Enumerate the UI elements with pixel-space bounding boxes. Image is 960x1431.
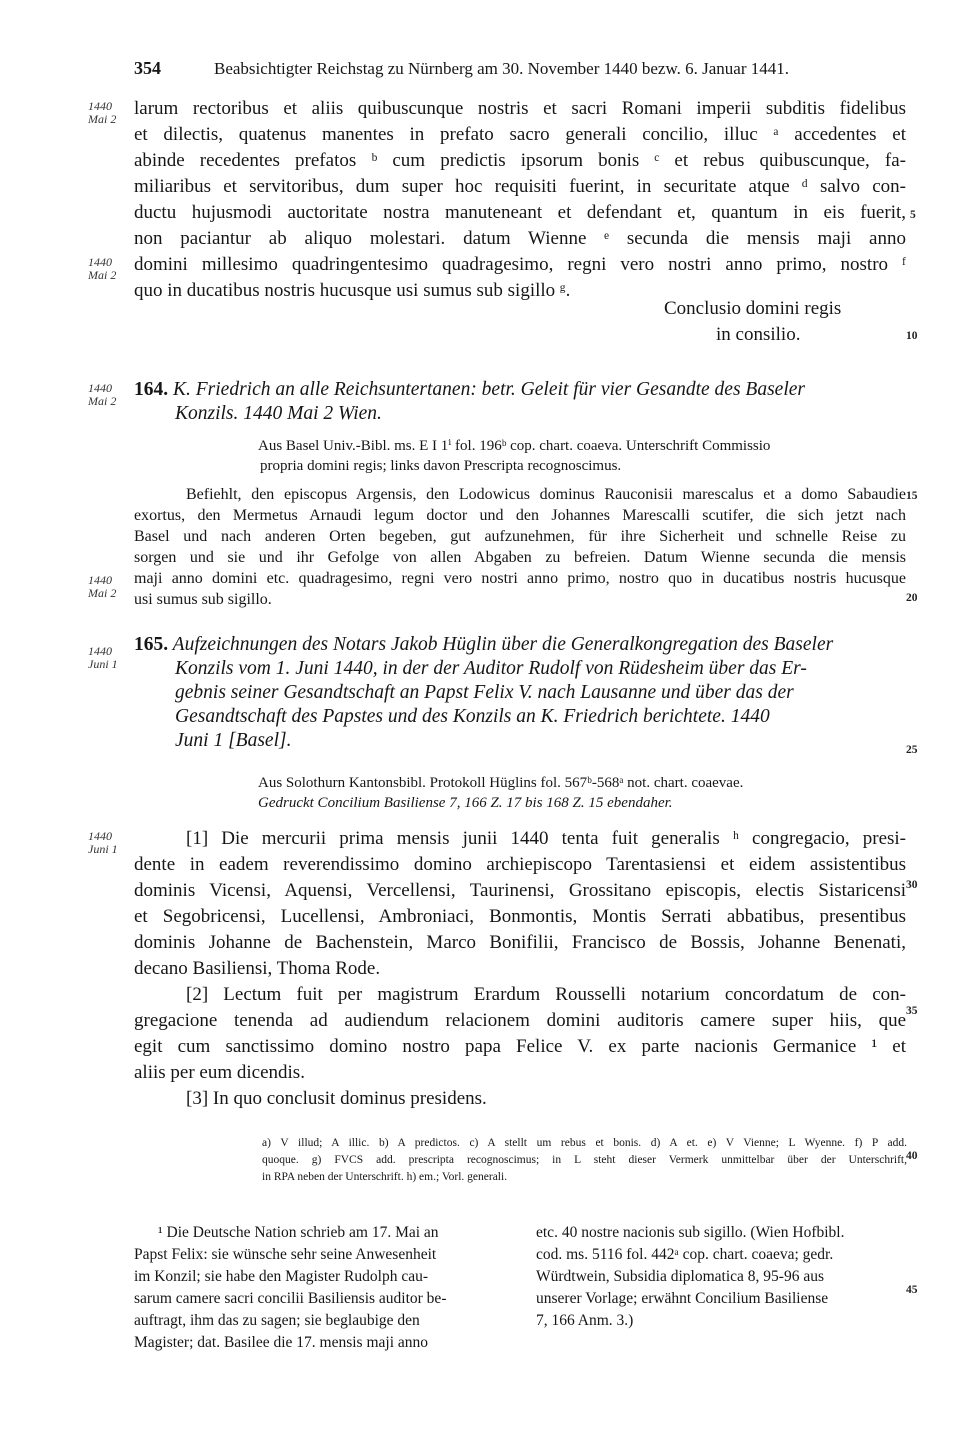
margin-date: 1440 Mai 2 xyxy=(88,573,117,600)
document-title: 164. K. Friedrich an alle Reichsuntertanen: betr. Geleit für vier Gesandte des Baseler Konzils. 1440 Mai 2 Wien. xyxy=(134,379,805,424)
page-number: 354 xyxy=(134,58,161,78)
regest: Befiehlt, den episcopus Argensis, den Lodowicus dominus Rauconisii marescalus et a domo Sabaudie exortus, den Mermetus Arnaudi legum doctor und den Johannes Marescalli scutifer, die sich jetzt nach Basel und nach anderen Orten begeben, gut aufzunehmen, für ihre Sicherheit und schnelle Reise zu sorgen und sie und ihr Gefolge von allen Abgaben zu befreien. Datum Wienne secunda die mensis maji anno domini etc. quadragesimo, regni vero nostri anno primo, nostro quo in ducatibus nostris hucusque usi sumus sub sigillo. xyxy=(134,486,906,608)
continuation-text: larum rectoribus et aliis quibuscunque nostris et sacri Romani imperii subditis fidelibus et dilectis, quatenus manentes in prefato sacro generali concilio, illuc ᵃ accedentes et abinde recedentes prefatos ᵇ cum predictis ipsorum bonis ᶜ et rebus quibuscunque, fa- miliaribus et servitoribus, dum super hoc requisiti fuerint, in securitate atque ᵈ salvo con- ductu hujusmodi auctoritate nostra manuteneant et defendant et, quantum in eis fuerit, non paciantur ab aliquo molestari. datum Wienne ᵉ secunda die mensis maji anno domini millesimo quadringentesimo quadragesimo, regni vero nostri anno primo, nostro ᶠ quo in ducatibus nostris hucusque usi sumus sub sigillo ᵍ. xyxy=(134,98,906,301)
source-note: Aus Solothurn Kantonsbibl. Protokoll Hüglins fol. 567ᵇ-568ᵃ not. chart. coaevae. Gedruckt Concilium Basiliense 7, 166 Z. 17 bis 168 Z. 15 ebendaher. xyxy=(258,775,744,811)
margin-date: 1440 Juni 1 xyxy=(88,829,118,856)
line-number: 40 xyxy=(906,1150,918,1162)
variant-apparatus: a) V illud; A illic. b) A predictos. c) A stellt um rebus et bonis. d) A et. e) V Vienne; L Wyenne. f) P add. quoque. g) FVCS add. prescripta recognoscimus; in L steht dieser Vermerk unmittelbar über der Unterschrift, in RPA neben der Unterschrift. h) em.; Vorl. generali. xyxy=(262,1137,907,1183)
line-number: 45 xyxy=(906,1284,918,1296)
document-title: 165. Aufzeichnungen des Notars Jakob Hüglin über die Generalkongregation des Baseler Konzils vom 1. Juni 1440, in der der Auditor Rudolf von Rüdesheim über das Er- gebnis seiner Gesandtschaft an Papst Felix V. nach Lausanne und über das der Gesandtschaft des Papstes und des Konzils an K. Friedrich berichtete. 1440 Juni 1 [Basel]. xyxy=(134,634,834,751)
margin-date: 1440 Mai 2 xyxy=(88,99,117,126)
page-header xyxy=(134,58,906,88)
margin-date: 1440 Mai 2 xyxy=(88,381,117,408)
footnote-column-left: ¹ Die Deutsche Nation schrieb am 17. Mai an Papst Felix: sie wünsche sehr seine Anwesenheit im Konzil; sie habe den Magister Rudolph cau- sarum camere sacri concilii Basiliensis auditor be- auftragt, ihm das zu sagen; sie beglaubige den Magister; dat. Basilee die 17. mensis maji anno xyxy=(134,1224,447,1351)
footnote-column-right: etc. 40 nostre nacionis sub sigillo. (Wien Hofbibl. cod. ms. 5116 fol. 442ᵃ cop. chart. coaeva; gedr. Würdtwein, Subsidia diplomatica 8, 95-96 aus unserer Vorlage; erwähnt Concilium Basiliense 7, 166 Anm. 3.) xyxy=(536,1224,845,1329)
line-number: 25 xyxy=(906,744,918,756)
source-note: Aus Basel Univ.-Bibl. ms. E I 1ⁱ fol. 196ᵇ cop. chart. coaeva. Unterschrift Commissio propria domini regis; links davon Prescripta recognoscimus. xyxy=(258,438,771,474)
document-text: [1] Die mercurii prima mensis junii 1440 tenta fuit generalis ʰ congregacio, presi- dente in eadem reverendissimo domino archiepiscopo Tarentasiensi et eidem assistentibus dominis Vicensi, Aquensi, Vercellensi, Taurinensi, Grossitano episcopis, electis Sistaricensi et Segobricensi, Lucellensi, Ambroniaci, Bonmontis, Montis Serrati abbatibus, presentibus dominis Johanne de Bachenstein, Marco Bonifilii, Francisco de Bossis, Johanne Benenati, decano Basiliensi, Thoma Rode. [2] Lectum fuit per magistrum Erardum Rousselli notarium concordatum de con- gregacione tenenda ad audiendum relacionem domini auditoris camere super hiis, que egit cum sanctissimo domino nostro papa Felice V. ex parte nacionis Germanice ¹ et aliis per eum dicendis. [3] In quo conclusit dominus presidens. xyxy=(134,828,906,1109)
line-number: 30 xyxy=(906,879,918,891)
closing-formula: Conclusio domini regis xyxy=(664,298,842,319)
running-title: Beabsichtigter Reichstag zu Nürnberg am 30. November 1440 bezw. 6. Januar 1441. xyxy=(214,59,790,78)
line-number: 10 xyxy=(906,330,918,342)
line-number: 35 xyxy=(906,1005,918,1017)
line-number: 20 xyxy=(906,592,918,604)
document-number: 164. xyxy=(134,379,169,400)
margin-date: 1440 Mai 2 xyxy=(88,255,117,282)
margin-date: 1440 Juni 1 xyxy=(88,644,118,671)
line-number: 5 xyxy=(910,209,916,221)
line-number: 15 xyxy=(906,490,918,502)
closing-formula: in consilio. xyxy=(716,324,801,345)
document-number: 165. xyxy=(134,634,169,655)
